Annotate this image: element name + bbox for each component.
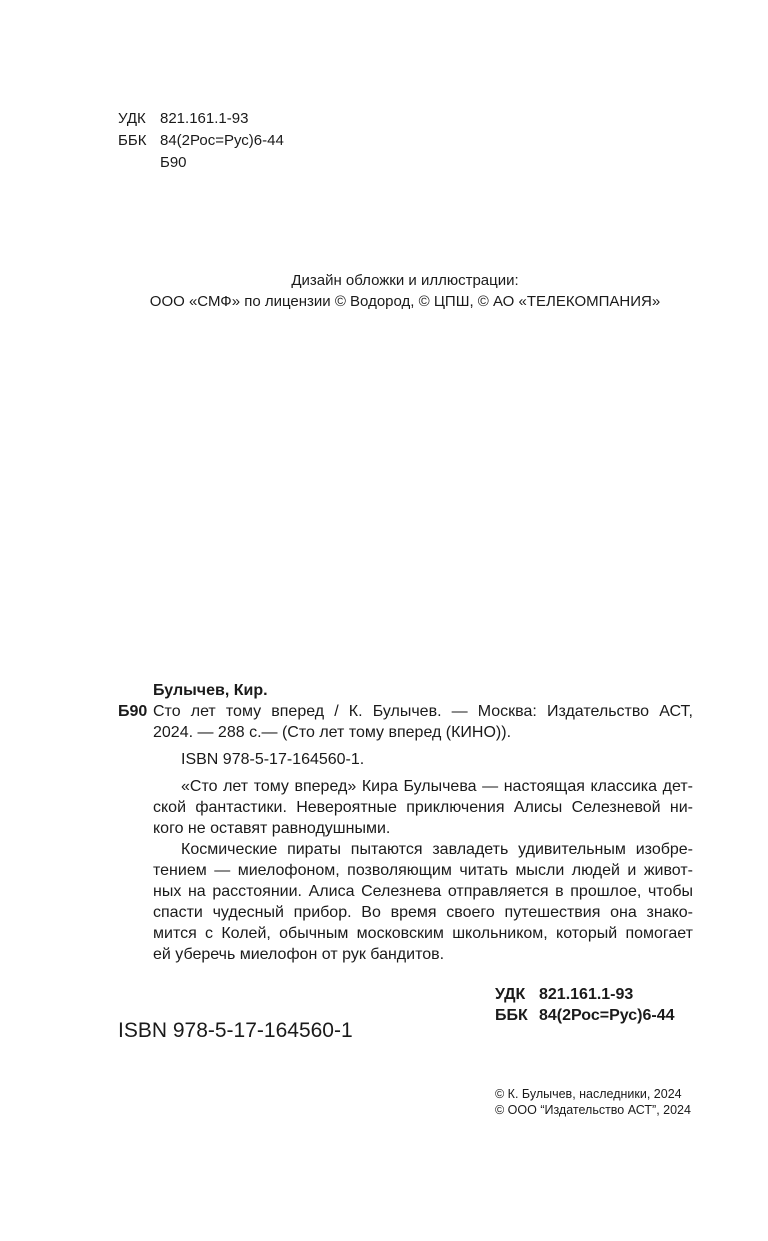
top-udk-line: [118, 108, 248, 129]
annotation-2-line-5: мится с Колей, обычным московским школьником, который помогает: [153, 925, 693, 942]
entry-isbn: ISBN 978-5-17-164560-1.: [181, 751, 365, 768]
entry-title-line-2: 2024. — 288 с.— (Сто лет тому вперед (КИНО)).: [153, 724, 512, 741]
copyright-line-2: © ООО “Издательство АСТ”, 2024: [495, 1103, 691, 1117]
top-bbk-label: ББК: [118, 132, 147, 149]
annotation-paragraph-1: [153, 776, 693, 839]
top-author-mark: Б90: [160, 154, 187, 171]
bottom-udk-label: УДК: [495, 986, 526, 1003]
entry-title-line-1: Сто лет тому вперед / К. Булычев. — Москва: Издательство АСТ,: [153, 703, 693, 720]
annotation-2-line-3: ных на расстоянии. Алиса Селезнева отправляется в прошлое, чтобы: [153, 883, 693, 900]
top-udk-value: 821.161.1-93: [160, 110, 249, 127]
top-udk-label: УДК: [118, 110, 146, 127]
annotation-2-line-4: спасти чудесный прибор. Во время своего путешествия она знако-: [153, 904, 693, 921]
isbn-large: ISBN 978-5-17-164560-1: [118, 1019, 353, 1042]
annotation-1-line-2: ской фантастики. Невероятные приключения Алисы Селезневой ни-: [153, 799, 693, 816]
bottom-udk-value: 821.161.1-93: [539, 986, 634, 1003]
annotation-1-line-3: кого не оставят равнодушными.: [153, 820, 391, 837]
entry-author-mark: Б90: [118, 703, 148, 720]
annotation-2-line-2: тением — миелофоном, позволяющим читать мысли людей и живот-: [153, 862, 693, 879]
top-bbk-line: [118, 130, 284, 151]
credits-line-1: Дизайн обложки и иллюстрации:: [291, 272, 519, 289]
annotation-2-line-1: Космические пираты пытаются завладеть удивительным изобре-: [181, 841, 693, 858]
annotation-2-line-6: ей уберечь миелофон от рук бандитов.: [153, 946, 445, 963]
entry-title-block: [153, 701, 693, 722]
bottom-bbk-value: 84(2Рос=Рус)6-44: [539, 1007, 675, 1024]
credits-line-2: ООО «СМФ» по лицензии © Водород, © ЦПШ, © АО «ТЕЛЕКОМПАНИЯ»: [149, 293, 661, 310]
annotation-1-line-1: «Сто лет тому вперед» Кира Булычева — настоящая классика дет-: [181, 778, 693, 795]
copyright-line-1: © К. Булычев, наследники, 2024: [495, 1087, 682, 1101]
bottom-bbk-label: ББК: [495, 1007, 528, 1024]
bottom-bbk-line: [495, 1005, 675, 1026]
bottom-udk-line: [495, 984, 633, 1005]
annotation-paragraph-2: [153, 839, 693, 965]
entry-author: Булычев, Кир.: [153, 682, 268, 699]
top-bbk-value: 84(2Рос=Рус)6-44: [160, 132, 284, 149]
